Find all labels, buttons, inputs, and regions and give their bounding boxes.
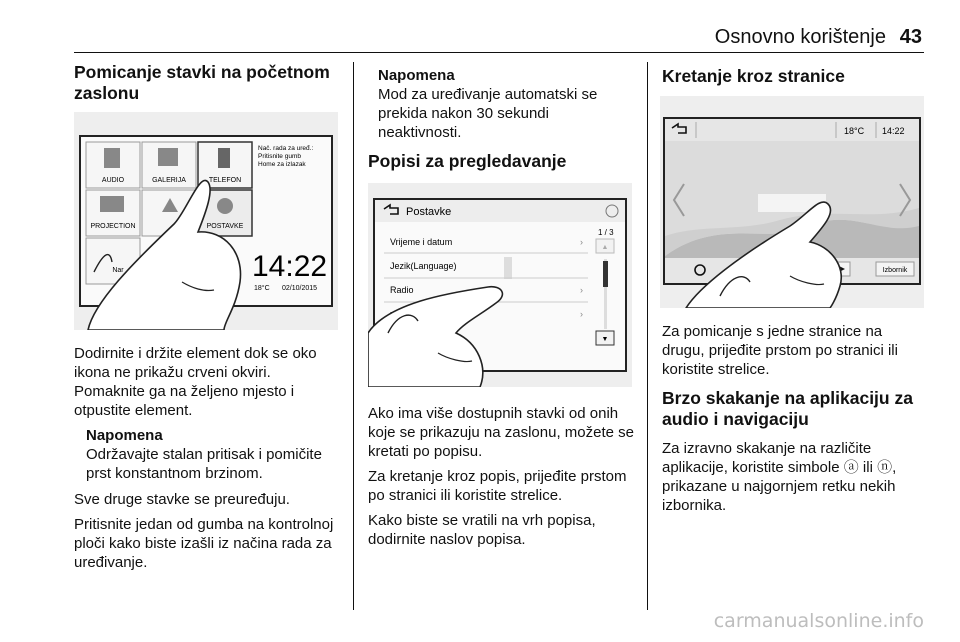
svg-text:›: › <box>580 285 583 295</box>
paragraph: Za kretanje kroz popis, prijeđite prstom po stranici ili koristite strelice. <box>368 468 627 504</box>
section-heading: Brzo skakanje na aplikaciju za audio i navigaciju <box>662 388 913 429</box>
tile-audio <box>86 142 140 188</box>
paragraph: Sve druge stavke se preuređuju. <box>74 491 290 508</box>
note-text: Održavajte stalan pritisak i pomičite prst konstantnom brzinom. <box>86 446 322 482</box>
column-divider <box>353 62 354 610</box>
paragraph: Ako ima više dostupnih stavki od onih koje se prikazuju na zaslonu, možete se kretati po popisu. <box>368 405 634 460</box>
column-2-body <box>368 404 636 549</box>
paragraph: Za pomicanje s jedne stranice na drugu, prijeđite prstom po stranici ili koristite strelice. <box>662 323 898 378</box>
temperature-display: 18°C <box>844 126 865 136</box>
page-number: 43 <box>899 26 922 48</box>
tile-label: AUDIO <box>101 177 125 184</box>
tile-label: GALERIJA <box>152 177 186 184</box>
note-title: Napomena <box>378 67 455 84</box>
tile-label: TELEFON <box>208 177 242 184</box>
home-screen-figure <box>74 112 338 330</box>
scroll-thumb <box>603 261 608 287</box>
gear-icon <box>217 198 233 214</box>
note-text: Mod za uređivanje automatski se prekida nakon 30 sekundi neaktivnosti. <box>378 86 598 141</box>
gallery-icon <box>158 148 178 166</box>
date-display: 02/10/2015 <box>282 285 318 292</box>
svg-text:›: › <box>580 309 583 319</box>
svg-text:▲: ▲ <box>601 244 609 251</box>
gallery-screen-figure <box>660 96 924 308</box>
list-item: Jezik(Language) <box>390 261 457 271</box>
section-heading: Kretanje kroz stranice <box>662 66 845 86</box>
list-item: Radio <box>390 285 414 295</box>
paragraph: Dodirnite i držite element dok se oko ikona ne prikažu crveni okviri. Pomaknite ga na željeno mjesto i otpustite element. <box>74 345 317 419</box>
tile-projection <box>86 190 140 236</box>
list-screen-figure <box>368 183 632 387</box>
edit-mode-info-line1: Nač. rada za uređ.: <box>258 145 314 152</box>
note <box>368 66 636 142</box>
list-item: Vrijeme i datum <box>390 237 453 247</box>
tile-label: PROJECTION <box>90 223 136 230</box>
column-2 <box>368 66 636 172</box>
page-indicator: 1 / 3 <box>598 228 614 237</box>
svg-text:▼: ▼ <box>601 336 609 343</box>
watermark: carmanualsonline.info <box>713 610 924 632</box>
list-title: Postavke <box>406 206 452 218</box>
temperature-display: 18°C <box>254 285 270 292</box>
edit-mode-info-line2: Pritisnite gumb <box>258 153 301 160</box>
time-display: 14:22 <box>882 126 905 136</box>
tile-label: Nar <box>112 267 124 274</box>
menu-button-label: Izbornik <box>882 267 908 274</box>
projection-icon <box>100 196 124 212</box>
svg-text:›: › <box>580 237 583 247</box>
clock-display: 14:22 <box>252 250 328 283</box>
audio-icon <box>104 148 120 168</box>
note-title: Napomena <box>86 427 163 444</box>
section-heading: Pomicanje stavki na početnom zaslonu <box>74 62 330 103</box>
running-header-title: Osnovno korištenje <box>714 26 886 48</box>
edit-mode-info-line3: Home za izlazak <box>258 161 306 168</box>
tile-gallery <box>142 142 196 188</box>
tile-label: POSTAVKE <box>206 223 244 230</box>
paragraph: Za izravno skakanje na različite aplikacije, koristite simbole ⓐ ili ⓝ, prikazane u najgornjem retku nekih izbornika. <box>662 440 897 514</box>
note <box>74 426 340 483</box>
column-1 <box>74 62 340 104</box>
section-heading: Popisi za pregledavanje <box>368 151 567 171</box>
header-rule <box>74 52 924 53</box>
column-3 <box>662 66 924 87</box>
column-1-body <box>74 344 340 572</box>
paragraph: Pritisnite jedan od gumba na kontrolnoj ploči kako biste izašli iz načina rada za uređivanje. <box>74 516 334 571</box>
paragraph: Kako biste se vratili na vrh popisa, dodirnite naslov popisa. <box>368 512 596 548</box>
column-3-body <box>662 322 924 515</box>
phone-icon <box>218 148 230 168</box>
column-divider <box>647 62 648 610</box>
